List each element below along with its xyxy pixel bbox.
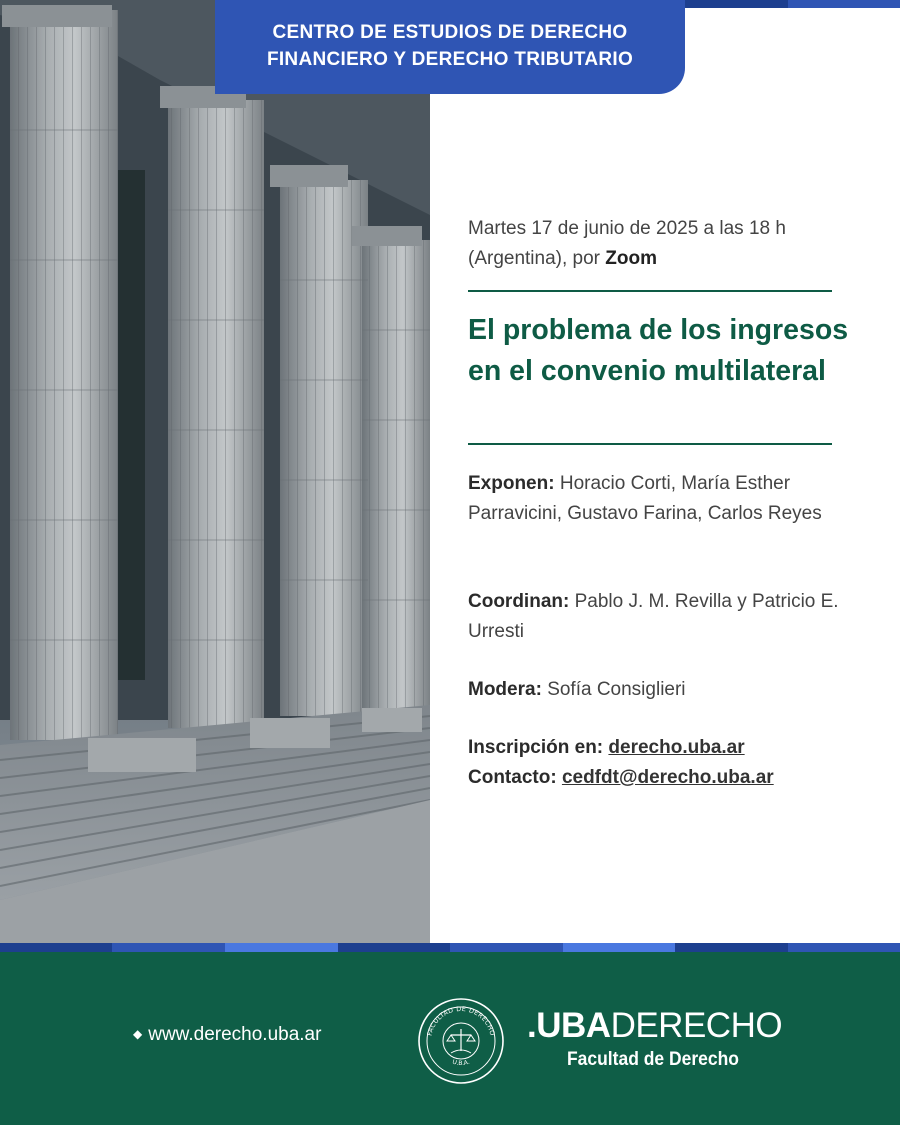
moderator-name: Sofía Consiglieri xyxy=(547,679,686,700)
footer-website-text: www.derecho.uba.ar xyxy=(148,1024,322,1045)
coordinators-names: Pablo J. M. Revilla y Patricio E. Urresti xyxy=(468,591,839,642)
event-date xyxy=(468,214,848,274)
building-columns-photo xyxy=(0,0,430,943)
svg-text:FACULTAD DE DERECHO: FACULTAD DE DERECHO xyxy=(425,1004,497,1037)
divider-top xyxy=(468,290,832,292)
coordinators-label: Coordinan: xyxy=(468,591,570,612)
brand-uba: .UBA xyxy=(527,1006,611,1045)
registration xyxy=(468,733,848,763)
uba-derecho-logo xyxy=(527,1006,782,1046)
diamond-bullet-icon: ◆ xyxy=(133,1027,143,1041)
center-name-line-1: CENTRO DE ESTUDIOS DE DERECHO xyxy=(272,22,628,43)
footer xyxy=(0,952,900,1125)
contact-label: Contacto: xyxy=(468,767,557,788)
speakers xyxy=(468,469,848,529)
speakers-names: Horacio Corti, María Esther Parravicini, Gustavo Farina, Carlos Reyes xyxy=(468,473,822,524)
moderator-label: Modera: xyxy=(468,679,542,700)
brand-derecho: DERECHO xyxy=(610,1006,783,1045)
event-platform: Zoom xyxy=(605,248,658,269)
coordinators xyxy=(468,587,848,647)
footer-website[interactable] xyxy=(133,1024,321,1046)
contact-email-link[interactable]: cedfdt@derecho.uba.ar xyxy=(561,767,774,788)
brand-subtitle: Facultad de Derecho xyxy=(567,1049,739,1070)
contact xyxy=(468,763,848,793)
bottom-color-stripe xyxy=(0,943,900,952)
registration-link[interactable]: derecho.uba.ar xyxy=(608,737,745,758)
svg-text:U.B.A.: U.B.A. xyxy=(451,1058,471,1068)
center-name-banner xyxy=(215,0,685,94)
event-title: El problema de los ingresos en el convenio multilateral xyxy=(468,314,849,387)
faculty-seal-icon xyxy=(417,997,505,1085)
speakers-label: Exponen: xyxy=(468,473,555,494)
center-name-line-2: FINANCIERO Y DERECHO TRIBUTARIO xyxy=(266,49,634,70)
event-date-text: Martes 17 de junio de 2025 a las 18 h (Argentina), por xyxy=(468,218,786,269)
divider-bottom xyxy=(468,443,832,445)
registration-label: Inscripción en: xyxy=(468,737,604,758)
moderator xyxy=(468,675,848,705)
